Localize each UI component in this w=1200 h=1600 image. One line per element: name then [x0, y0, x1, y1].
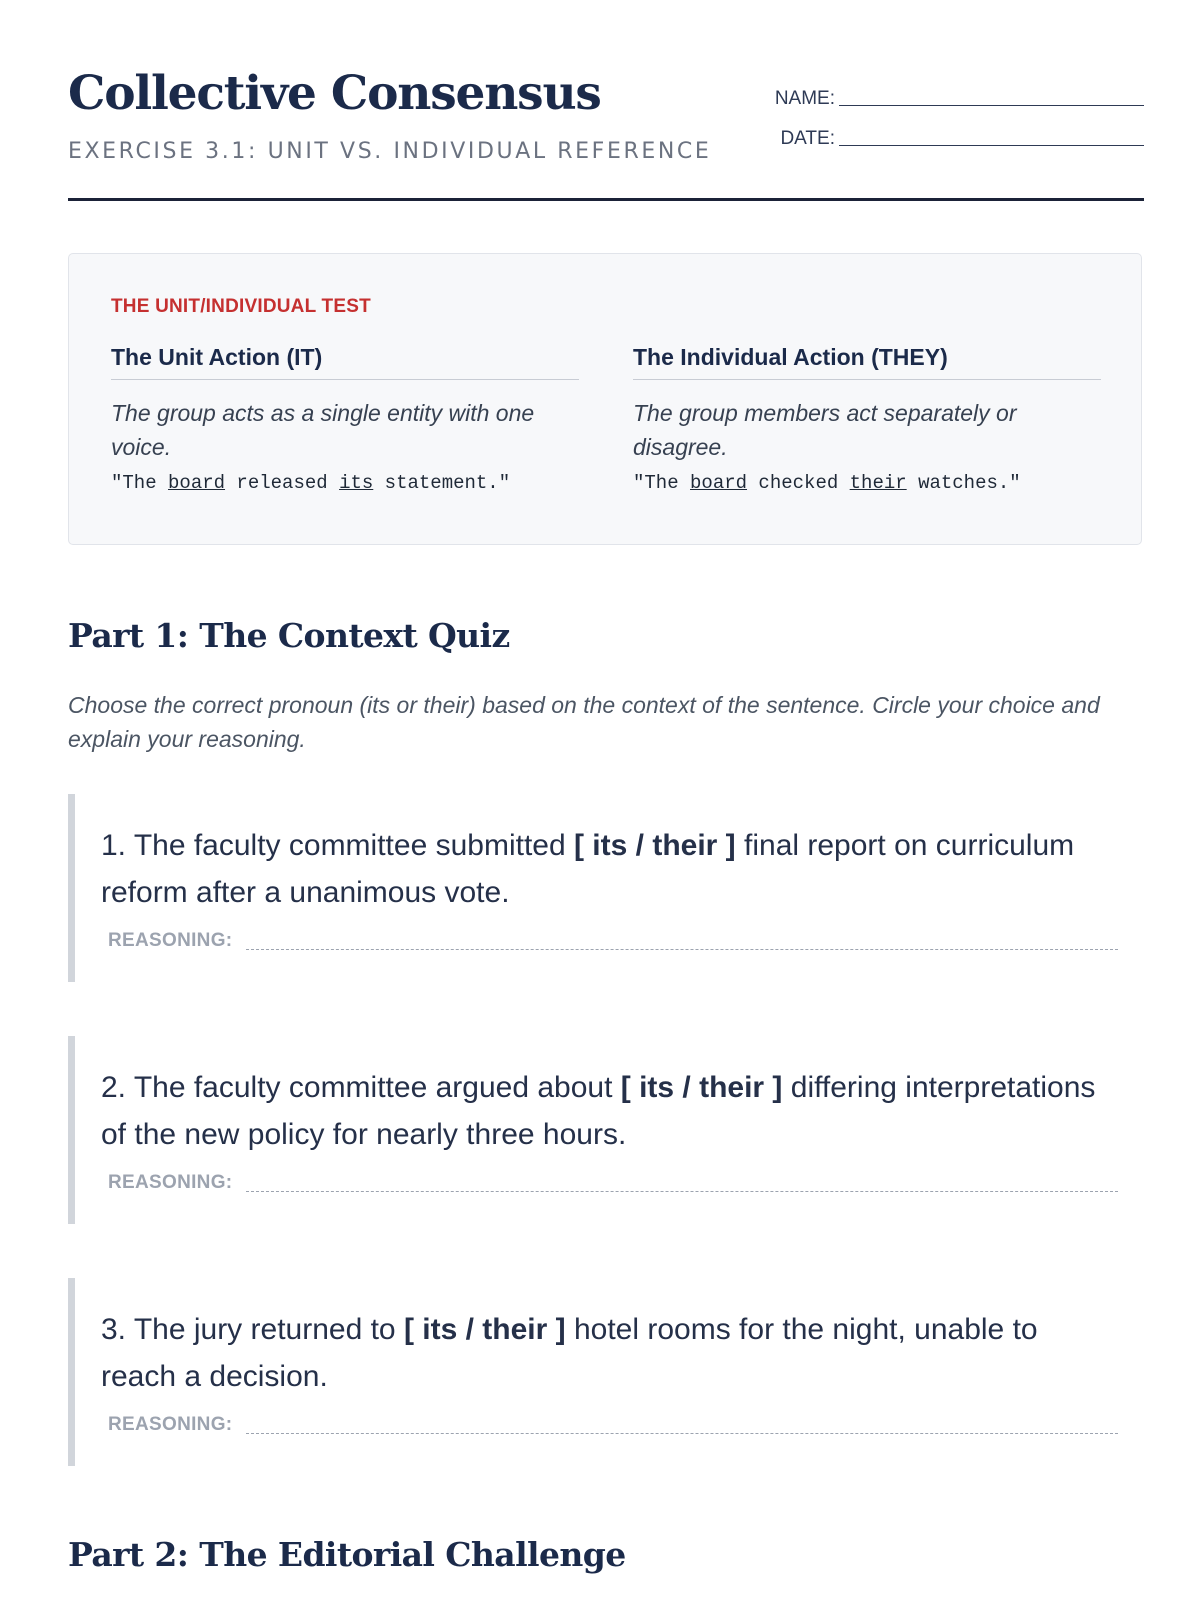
question-text-before: 1. The faculty committee submitted [101, 829, 574, 862]
individual-action-description: The group members act separately or disagree. [633, 400, 1017, 460]
individual-action-example [633, 472, 1101, 494]
question-text-after: hotel rooms for the night, unable to reach a decision. [101, 1313, 1038, 1393]
quiz-question-3 [68, 1278, 1118, 1466]
worksheet-header [68, 0, 1144, 201]
reasoning-label: REASONING: [108, 930, 233, 951]
question-text-before: 2. The faculty committee argued about [101, 1071, 621, 1104]
example-text: statement." [373, 472, 511, 494]
part2-heading: Part 2: The Editorial Challenge [68, 1535, 626, 1574]
reasoning-field[interactable] [108, 1415, 1118, 1434]
worksheet-page [68, 0, 1144, 1574]
date-blank-line[interactable] [839, 144, 1144, 146]
question-text-after: differing interpretations of the new policy for nearly three hours. [101, 1071, 1096, 1151]
quiz-question-2 [68, 1036, 1118, 1224]
example-text: "The [633, 472, 691, 494]
example-pronoun: its [339, 472, 374, 494]
pronoun-choice[interactable]: [ its / their ] [573, 829, 736, 862]
reasoning-label: REASONING: [108, 1172, 233, 1193]
example-text: released [225, 472, 340, 494]
reasoning-field[interactable] [108, 1173, 1118, 1192]
unit-action-description: The group acts as a single entity with one voice. [111, 400, 535, 460]
unit-individual-test-box [68, 253, 1142, 545]
pronoun-choice[interactable]: [ its / their ] [403, 1313, 566, 1346]
unit-action-example [111, 472, 579, 494]
example-noun: board [690, 472, 748, 494]
reasoning-blank-line[interactable] [246, 948, 1118, 950]
quiz-question-1 [68, 794, 1118, 982]
example-text: checked [747, 472, 850, 494]
reasoning-blank-line[interactable] [246, 1432, 1118, 1434]
individual-action-title: The Individual Action (THEY) [633, 344, 1101, 380]
date-field[interactable] [764, 108, 1144, 148]
example-noun: board [168, 472, 226, 494]
question-text-before: 3. The jury returned to [101, 1313, 404, 1346]
test-box-heading: THE UNIT/INDIVIDUAL TEST [111, 296, 371, 317]
name-label: NAME: [774, 88, 835, 109]
example-text: watches." [906, 472, 1021, 494]
example-pronoun: their [849, 472, 907, 494]
unit-action-title: The Unit Action (IT) [111, 344, 579, 380]
page-title: Collective Consensus [68, 66, 601, 121]
question-text [101, 1064, 1111, 1158]
pronoun-choice[interactable]: [ its / their ] [620, 1071, 783, 1104]
student-info-fields [764, 68, 1144, 148]
unit-action-column [111, 344, 579, 494]
question-text [101, 1306, 1111, 1400]
exercise-subtitle: EXERCISE 3.1: UNIT VS. INDIVIDUAL REFERENCE [68, 139, 712, 164]
reasoning-label: REASONING: [108, 1414, 233, 1435]
reasoning-field[interactable] [108, 931, 1118, 950]
question-text-after: final report on curriculum reform after a unanimous vote. [101, 829, 1075, 909]
reasoning-blank-line[interactable] [246, 1190, 1118, 1192]
question-text [101, 822, 1111, 916]
example-text: "The [111, 472, 169, 494]
part1-instructions: Choose the correct pronoun (its or their) based on the context of the sentence. Circle your choice and explain your reasoning. [68, 692, 1100, 752]
name-field[interactable] [764, 68, 1144, 108]
date-label: DATE: [780, 128, 835, 149]
name-blank-line[interactable] [839, 104, 1144, 106]
part1-heading: Part 1: The Context Quiz [68, 616, 510, 655]
individual-action-column [633, 344, 1101, 494]
